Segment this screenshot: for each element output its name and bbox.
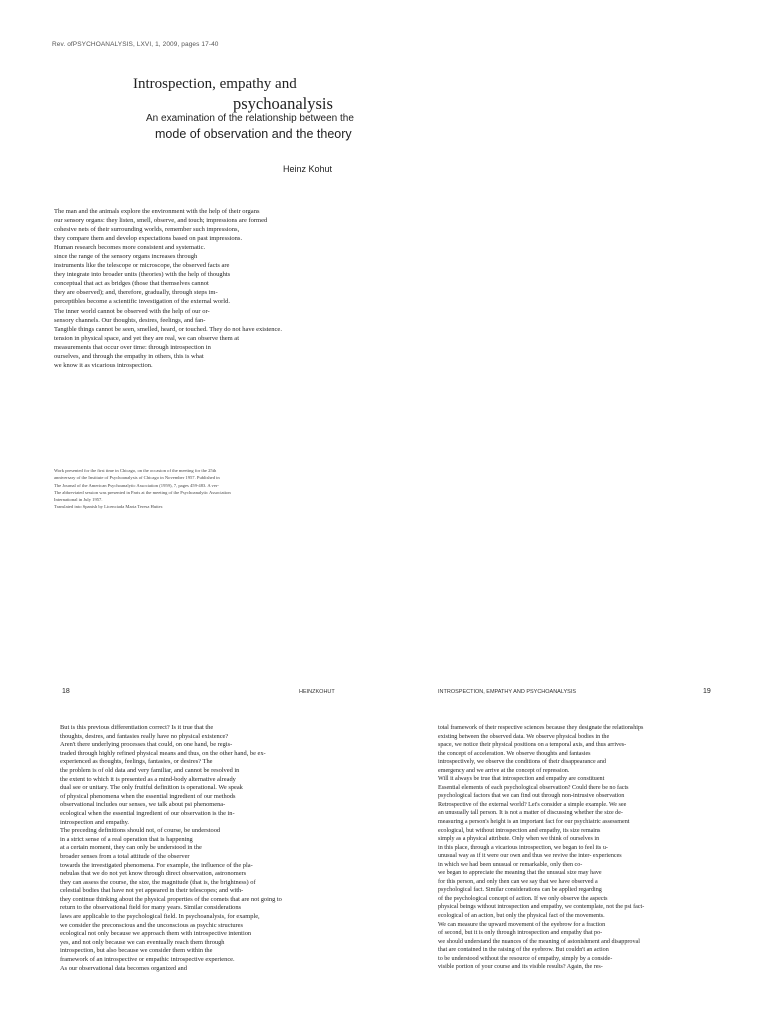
author-name: Heinz Kohut [283, 164, 333, 174]
left-page-line: dual see or unitary. The only fruitful definition is operational. We speak [60, 784, 243, 792]
left-page-body [60, 724, 320, 973]
right-page-line: psychological factors that we can find out through non-intrusive observation [438, 793, 625, 800]
left-page-line: But is this previous differentiation correct? Is it true that the [60, 724, 214, 731]
left-page-line: towards the investigated phenomena. For example, the influence of the pla- [60, 861, 253, 869]
abstract-line: Tangible things cannot be seen, smelled, heard, or touched. They do not have existence. [54, 325, 282, 333]
right-page-line: measuring a person's height is an important fact for our psychiatric assessment [438, 819, 630, 826]
left-page-line: return to the observational field for many years. Similar considerations [60, 904, 242, 912]
right-page-line: total framework of their respective sciences because they designate the relationships [438, 725, 644, 731]
running-head-right: INTROSPECTION, EMPATHY AND PSYCHOANALYSIS [438, 689, 577, 695]
abstract-line: The man and the animals explore the environment with the help of their organs [54, 208, 260, 215]
abstract-line: they are observed); and, therefore, gradually, through steps im- [54, 289, 218, 297]
right-page-line: for this person, and only then can we say that we have observed a [438, 878, 598, 885]
left-page-line: they can assess the course, the size, the magnitude (that is, the brightness) of [60, 878, 256, 886]
left-page-line: traded through highly refined physical means and thus, on the other hand, be ex- [60, 749, 266, 757]
right-page-line: Will it always be true that introspection and empathy are constituent [438, 776, 605, 783]
right-page-line: we should understand the nuances of the meaning of astonishment and disapproval [438, 938, 640, 945]
left-page-line: of physical phenomena when the essential ingredient of our methods [60, 792, 236, 800]
abstract-line: since the range of the sensory organs increases through [54, 253, 198, 261]
abstract-line: Human research becomes more consistent and systematic. [54, 244, 206, 252]
left-page-line: in a strict sense of a real operation that is happening [60, 835, 193, 843]
left-page-line: the problem is of old data and very familiar, and cannot be resolved in [60, 766, 240, 774]
abstract-line: cohesive nets of their surrounding worlds, remember such impressions, [54, 226, 240, 234]
footnote-line: International in July 1957. [54, 497, 103, 502]
right-page-line: We can measure the upward movement of the eyebrow for a fraction [438, 921, 606, 928]
right-page-line: space, we notice their physical positions on a temporal axis, and thus arrives- [438, 742, 627, 749]
left-page-line: Aren't there underlying processes that could, on one hand, be regis- [60, 741, 233, 749]
right-page-line: to be understood without the resource of empathy, simply by a conside- [438, 955, 613, 962]
footnote [54, 467, 344, 511]
left-page-line: celestial bodies that have not yet appeared in their telescopes; and with- [60, 887, 244, 895]
right-page-body [438, 724, 708, 972]
left-page-line: nebulas that we do not yet know through direct observation, astronomers [60, 870, 247, 878]
footnote-line: Translated into Spanish by Licenciada Maria Teresa Hutter. [54, 504, 164, 510]
abstract-line: conceptual that act as bridges (those that themselves cannot [54, 280, 209, 288]
right-page-line: existing between the observed data. We observe physical bodies in the [438, 733, 610, 740]
right-page-line: unusual way as if it were our own and thus we revive the inter- experiences [438, 853, 622, 860]
left-page-line: yes, and not only because we can eventually reach them through [60, 938, 225, 946]
right-page-line: in which we had been unusual or remarkable, only then co- [438, 861, 583, 868]
abstract-line: perceptibles become a scientific investigation of the external world. [54, 298, 230, 306]
page-number-right: 19 [703, 688, 711, 695]
right-page-line: ecological of an action, but only the physical fact of the movements. [438, 913, 605, 920]
right-page-line: simply as a physical attribute. Only when we think of ourselves in [438, 836, 600, 843]
running-head-left: HEINZKOHUT [299, 689, 335, 695]
right-page-line: in this place, through a vicarious introspection, we began to feel its u- [438, 844, 608, 851]
left-page-line: laws are applicable to the psychological field. In psychoanalysis, for example, [60, 913, 260, 921]
right-page-line: we began to appreciate the meaning that the unusual size may have [438, 870, 602, 877]
abstract-line: ourselves, and through the empathy in others, this is what [54, 352, 204, 360]
right-page-line: physical beings without introspection and empathy, we contemplate, not the psi fact- [438, 904, 645, 911]
left-page-line: they continue thinking about the physical properties of the comets that are not going to [60, 895, 282, 903]
left-page-line: observational includes our senses, we talk about psi phenomena- [60, 801, 226, 809]
left-page-line: ecological when the essential ingredient of our observation is the in- [60, 809, 235, 817]
right-page-line: psychological fact. Similar considerations can be applied regarding [438, 887, 602, 894]
left-page-line: The preceding definitions should not, of course, be understood [60, 827, 221, 835]
right-page-line: Retrospective of the external world? Let's consider a simple example. We see [438, 801, 627, 808]
right-page-line: that are contained in the raising of the eyebrow. But couldn't an action [438, 947, 609, 954]
footnote-line: anniversary of the Institute of Psychoanalysis of Chicago in November 1957. Published in [54, 475, 220, 481]
abstract-line: they compare them and develop expectations based on past impressions. [54, 235, 243, 243]
left-page-line: introspection and empathy. [60, 818, 129, 826]
right-page-line: Essential elements of each psychological observation? Could there be no facts [438, 784, 629, 791]
abstract-line: we know it as vicarious introspection. [54, 361, 153, 369]
left-page-line: framework of an introspective or empathic introspective experience. [60, 956, 235, 964]
right-page-line: introspectively, we observe the conditions of their disappearance and [438, 759, 606, 766]
right-page-line: of second, but it is only through introspection and empathy that po- [438, 930, 603, 937]
left-page-line: thoughts, desires, and fantasies really have no physical existence? [60, 732, 229, 740]
left-page-line: As our observational data becomes organized and [60, 964, 187, 972]
article-title-line-1: Introspection, empathy and [133, 76, 297, 92]
abstract-line: tension in physical space, and yet they are real, we can observe them at [54, 334, 239, 342]
article-title-line-2: psychoanalysis [233, 94, 333, 113]
left-page-line: ecological not only because we approach them with introspective intention [60, 930, 252, 938]
footnote-line: The abbreviated session was presented in Paris at the meeting of the Psychoanalytic Association [54, 489, 231, 495]
left-page-line: the extent to which it is presented as a mind-body alternative already [60, 775, 236, 783]
right-page-line: ecological, but without introspection and empathy, its size remains [438, 827, 601, 834]
page-number-left: 18 [62, 688, 70, 695]
right-page-line: the concept of acceleration. We observe thoughts and fantasies [438, 750, 591, 757]
abstract-line: our sensory organs: they listen, smell, observe, and touch; impressions are formed [54, 217, 268, 225]
left-page-line: broader senses from a total attitude of the observer [60, 852, 190, 860]
article-subtitle-line-1: An examination of the relationship between the [146, 113, 354, 124]
abstract-line: instruments like the telescope or microscope, the observed facts are [54, 262, 230, 270]
abstract-line: The inner world cannot be observed with the help of our or- [54, 307, 210, 315]
article-subtitle-line-2: mode of observation and the theory [155, 127, 352, 141]
abstract-line: sensory channels. Our thoughts, desires, feelings, and fan- [54, 316, 206, 324]
abstract [54, 207, 324, 370]
footnote-line: The Journal of the American Psychoanalytic Association (1959), 7, pages 459-483. A ver- [54, 482, 219, 488]
left-page-line: at a certain moment, they can only be understood in the [60, 844, 202, 852]
right-page-line: of the psychological concept of action. If we only observe the aspects [438, 895, 608, 902]
footnote-line: Work presented for the first time in Chicago, on the occasion of the meeting for the 25th [54, 468, 217, 473]
left-page-line: we consider the preconscious and the unconscious as psychic structures [60, 921, 243, 929]
right-page-line: visible portion of your course and its visible results? Again, the res- [438, 964, 603, 971]
abstract-line: they integrate into broader units (theories) with the help of thoughts [54, 271, 231, 279]
journal-citation: Rev. ofPSYCHOANALYSIS, LXVI, 1, 2009, pages 17-40 [52, 41, 219, 48]
left-page-line: introspection, but also because we consider them within the [60, 947, 213, 955]
left-page-line: experienced as thoughts, feelings, fantasies, or desires? The [60, 758, 213, 766]
right-page-line: an unusually tall person. It is not a matter of discussing whether the size de- [438, 810, 623, 817]
abstract-line: measurements that occur over time: through introspection in [54, 343, 211, 351]
right-page-line: emergency and we arrive at the concept of repression. [438, 767, 570, 774]
